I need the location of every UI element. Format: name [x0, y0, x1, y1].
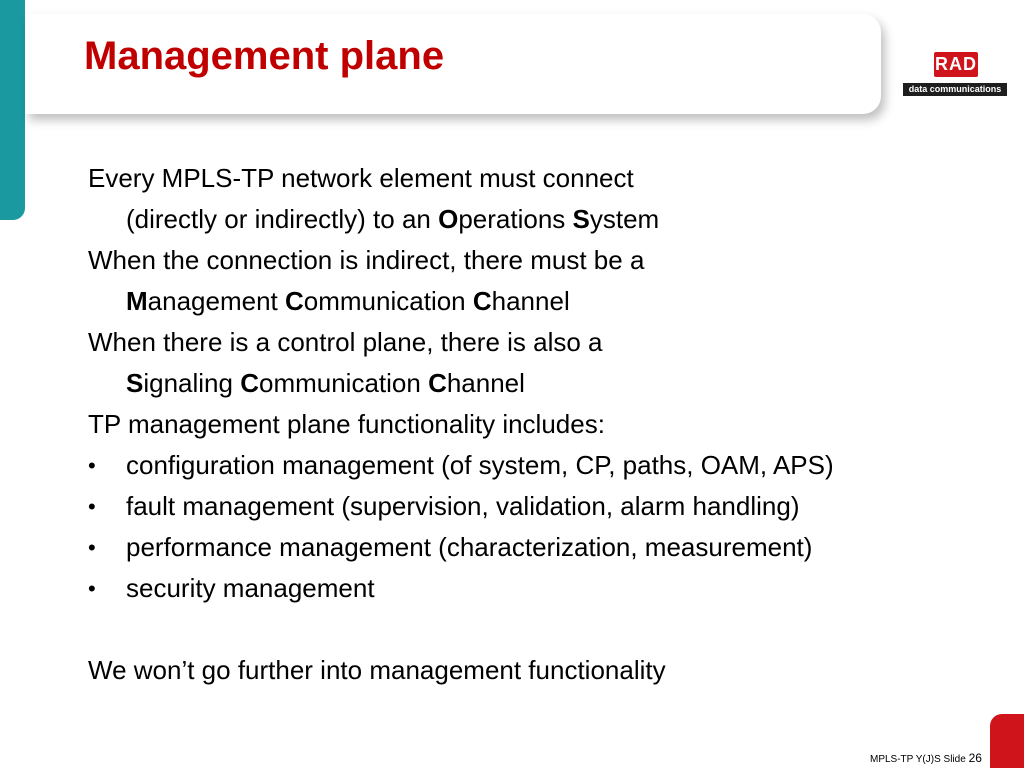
bullet-icon: • [88, 576, 96, 601]
rad-logo [903, 52, 1007, 96]
paragraph-3-line-1: When there is a control plane, there is also a [88, 327, 603, 357]
paragraph-1-line-2: (directly or indirectly) to an Operations System [126, 204, 660, 234]
bullet-icon: • [88, 494, 96, 519]
slide-footer [870, 751, 982, 765]
closing-line: We won’t go further into management functionality [88, 655, 666, 685]
paragraph-3-line-2: Signaling Communication Channel [126, 368, 525, 398]
spacer [88, 609, 988, 650]
logo-tagline: data communications [903, 83, 1007, 96]
bullet-item: • configuration management (of system, CP, paths, OAM, APS) [88, 445, 988, 486]
bullet-item: • performance management (characterization, measurement) [88, 527, 988, 568]
footer-label: MPLS-TP Y(J)S Slide [870, 754, 966, 765]
paragraph-2-line-2: Management Communication Channel [126, 286, 570, 316]
bullet-icon: • [88, 535, 96, 560]
slide-title: Management plane [84, 34, 445, 78]
logo-mark: RAD [934, 52, 978, 77]
slide-body [88, 158, 988, 691]
corner-accent-tab [990, 714, 1024, 768]
bullet-item: • security management [88, 568, 988, 609]
paragraph-4-line-1: TP management plane functionality includes: [88, 409, 605, 439]
paragraph-1-line-1: Every MPLS-TP network element must connect [88, 163, 634, 193]
bullet-item: • fault management (supervision, validation, alarm handling) [88, 486, 988, 527]
slide-number: 26 [968, 751, 982, 765]
bullet-icon: • [88, 453, 96, 478]
paragraph-2-line-1: When the connection is indirect, there must be a [88, 245, 645, 275]
left-accent-bar [0, 0, 25, 220]
